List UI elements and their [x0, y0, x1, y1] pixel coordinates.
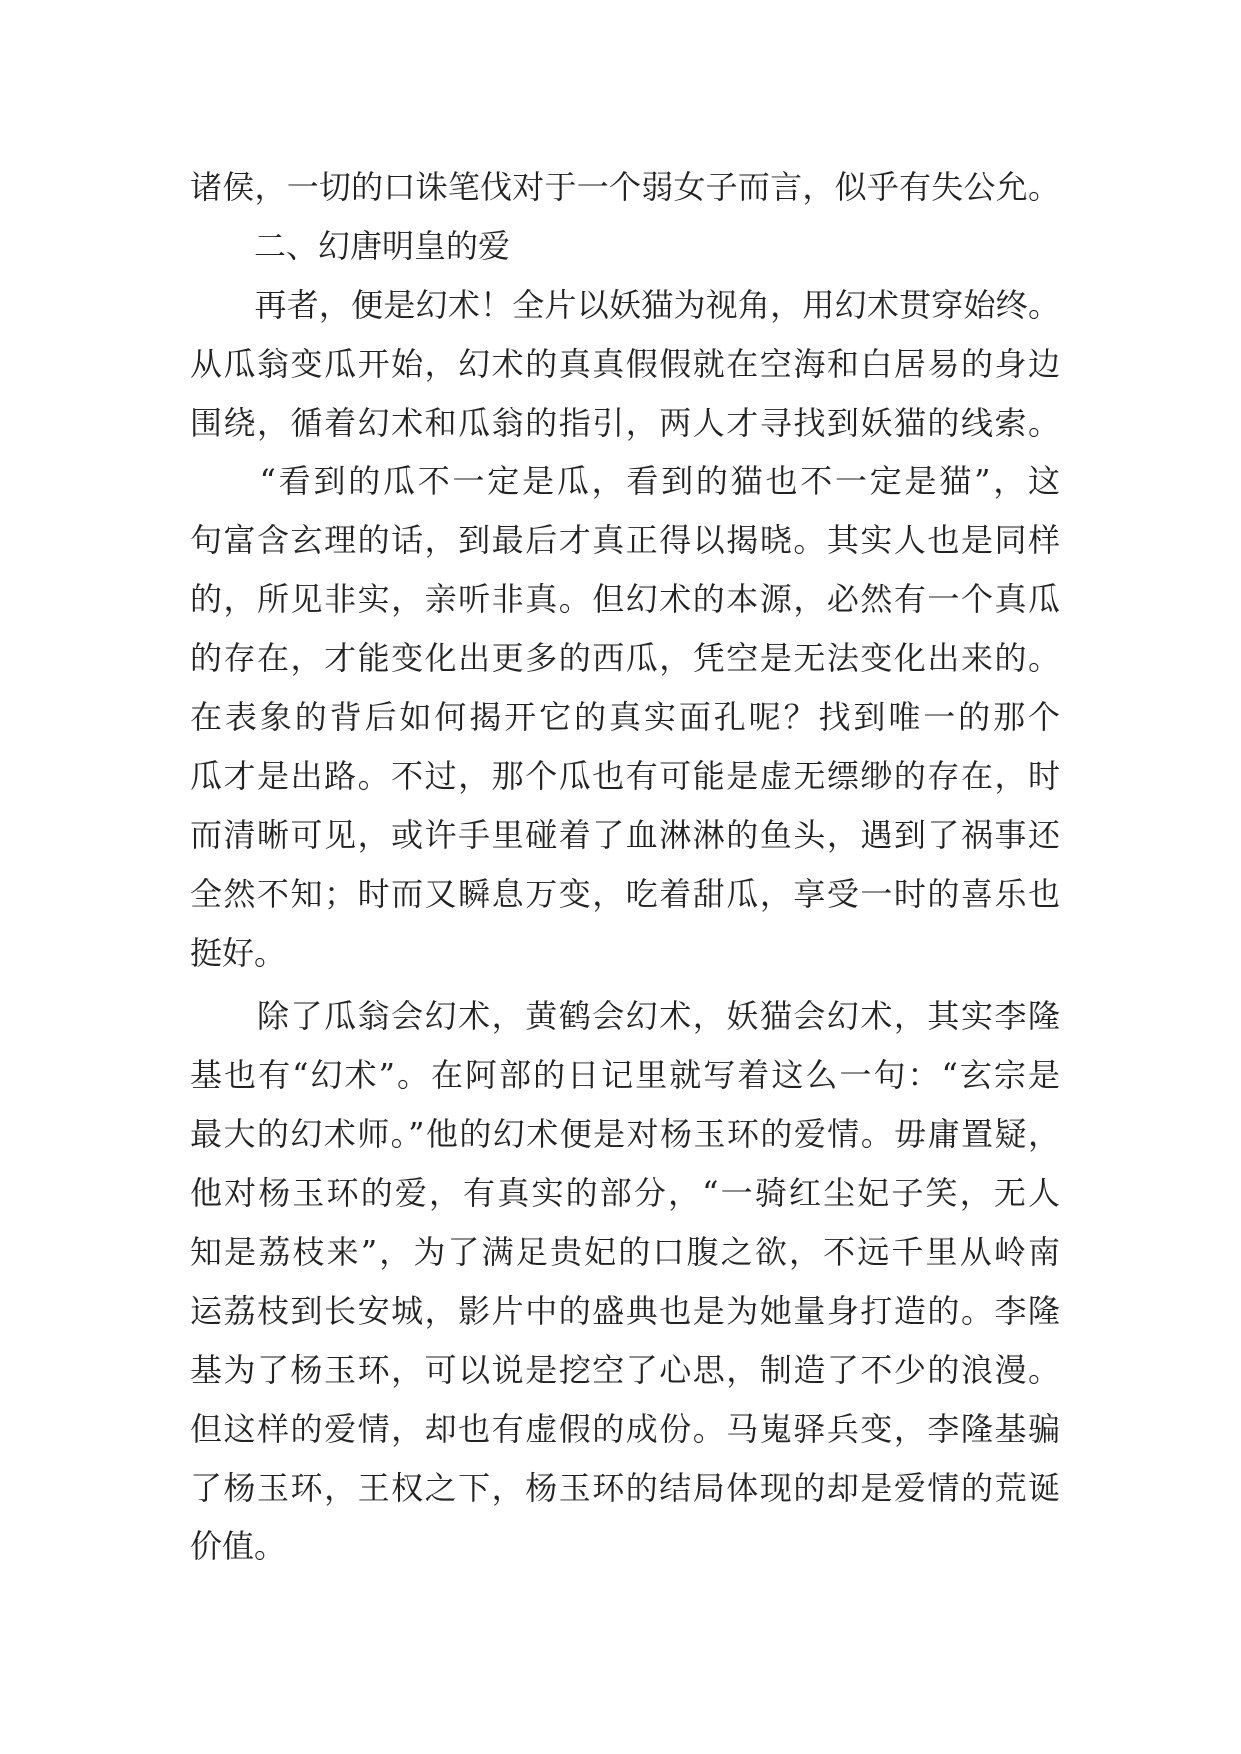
section-heading: 二、幻唐明皇的爱	[190, 226, 511, 265]
text-line: 瓜才是出路。不过，那个瓜也有可能是虚无缥缈的存在，时	[190, 756, 1060, 795]
text-line: 最大的幻术师。”他的幻术便是对杨玉环的爱情。毋庸置疑，	[190, 1115, 1060, 1154]
text-line: 再者，便是幻术！全片以妖猫为视角，用幻术贯穿始终。	[190, 285, 1060, 324]
text-line: 在表象的背后如何揭开它的真实面孔呢？找到唯一的那个	[190, 698, 1060, 737]
text-line: “看到的瓜不一定是瓜，看到的猫也不一定是猫”，这	[190, 462, 1060, 501]
text-line: 但这样的爱情，却也有虚假的成份。马嵬驿兵变，李隆基骗	[190, 1409, 1060, 1448]
text-line: 基也有“幻术”。在阿部的日记里就写着这么一句：“玄宗是	[190, 1056, 1060, 1095]
text-line: 挺好。	[190, 933, 287, 972]
text-line: 的，所见非实，亲听非真。但幻术的本源，必然有一个真瓜	[190, 580, 1060, 619]
body-text	[190, 158, 1060, 1576]
text-line: 围绕，循着幻术和瓜翁的指引，两人才寻找到妖猫的线索。	[190, 403, 1060, 442]
text-line: 全然不知；时而又瞬息万变，吃着甜瓜，享受一时的喜乐也	[190, 874, 1060, 913]
text-line: 而清晰可见，或许手里碰着了血淋淋的鱼头，遇到了祸事还	[190, 815, 1060, 854]
text-line: 句富含玄理的话，到最后才真正得以揭晓。其实人也是同样	[190, 521, 1060, 560]
text-line: 他对杨玉环的爱，有真实的部分，“一骑红尘妃子笑，无人	[190, 1174, 1060, 1213]
text-line: 从瓜翁变瓜开始，幻术的真真假假就在空海和白居易的身边	[190, 344, 1060, 383]
text-line: 除了瓜翁会幻术，黄鹤会幻术，妖猫会幻术，其实李隆	[190, 997, 1060, 1036]
text-line: 诸侯，一切的口诛笔伐对于一个弱女子而言，似乎有失公允。	[190, 168, 1060, 206]
text-line: 的存在，才能变化出更多的西瓜，凭空是无法变化出来的。	[190, 639, 1060, 678]
text-line: 了杨玉环，王权之下，杨玉环的结局体现的却是爱情的荒诞	[190, 1468, 1060, 1507]
text-line: 运荔枝到长安城，影片中的盛典也是为她量身打造的。李隆	[190, 1291, 1060, 1330]
text-line: 基为了杨玉环，可以说是挖空了心思，制造了不少的浪漫。	[190, 1350, 1060, 1389]
text-line: 价值。	[190, 1527, 287, 1566]
text-line: 知是荔枝来”，为了满足贵妃的口腹之欲，不远千里从岭南	[190, 1233, 1060, 1272]
